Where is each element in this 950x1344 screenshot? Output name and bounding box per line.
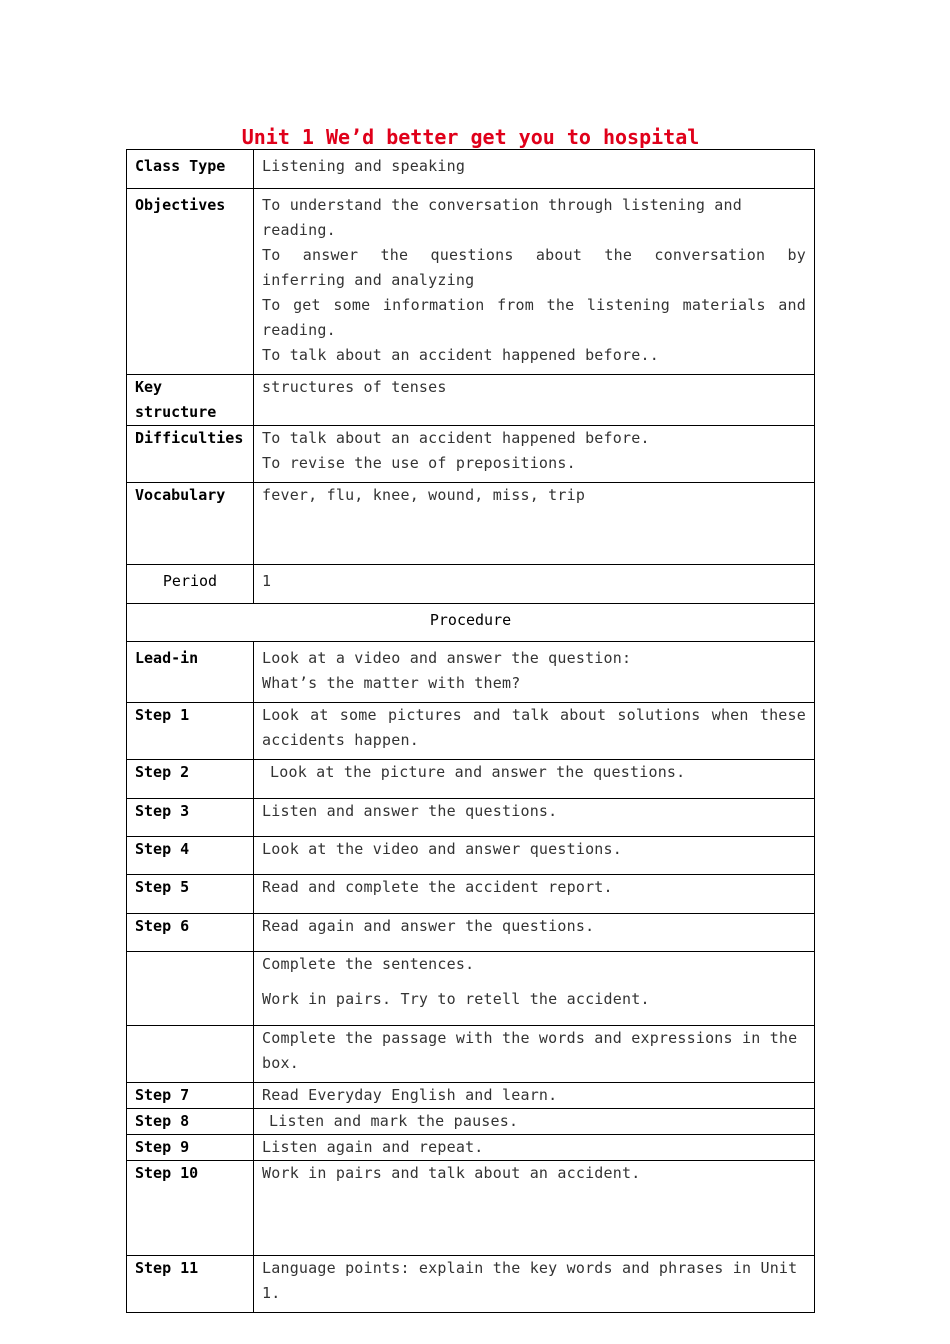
step-label xyxy=(127,952,254,1026)
cell-line: Look at some pictures and talk about solutions when these accidents happen. xyxy=(262,706,806,749)
row-label-objectives: Objectives xyxy=(127,189,254,375)
cell-line: Language points: explain the key words and phrases in Unit 1. xyxy=(262,1259,798,1302)
cell-line: Read again and answer the questions. xyxy=(262,917,595,935)
step-label: Step 6 xyxy=(127,914,254,952)
step-content xyxy=(254,642,815,703)
step-label: Step 9 xyxy=(127,1135,254,1161)
step-label: Step 10 xyxy=(127,1161,254,1256)
step-content xyxy=(254,1256,815,1313)
cell-line: Read Everyday English and learn. xyxy=(262,1086,558,1104)
table-row xyxy=(127,914,815,952)
step-label: Lead-in xyxy=(127,642,254,703)
table-row xyxy=(127,189,815,375)
table-row xyxy=(127,375,815,426)
table-row xyxy=(127,565,815,604)
cell-line: Read and complete the accident report. xyxy=(262,878,613,896)
cell-line: To understand the conversation through listening and reading. xyxy=(262,196,742,239)
row-label-period: Period xyxy=(127,565,254,604)
cell-line: Work in pairs and talk about an accident. xyxy=(262,1164,641,1182)
document-title: Unit 1 We’d better get you to hospital xyxy=(241,125,700,149)
table-row xyxy=(127,483,815,565)
step-content xyxy=(254,1083,815,1109)
row-label-difficulties: Difficulties xyxy=(127,426,254,483)
step-label xyxy=(127,1026,254,1083)
table-row xyxy=(127,1135,815,1161)
row-value-period xyxy=(254,565,815,604)
table-row xyxy=(127,426,815,483)
table-row xyxy=(127,952,815,1026)
cell-line: Listen again and repeat. xyxy=(262,1138,484,1156)
table-row xyxy=(127,1161,815,1256)
table-row xyxy=(127,604,815,642)
cell-line: To talk about an accident happened before.. xyxy=(262,346,659,364)
table-row xyxy=(127,1083,815,1109)
table-row xyxy=(127,150,815,189)
step-label: Step 2 xyxy=(127,760,254,799)
cell-line: Complete the passage with the words and expressions in the box. xyxy=(262,1029,798,1072)
row-value-difficulties xyxy=(254,426,815,483)
cell-line: Listen and mark the pauses. xyxy=(269,1112,519,1130)
cell-line: To talk about an accident happened before. xyxy=(262,429,650,447)
row-value-objectives xyxy=(254,189,815,375)
cell-line: Listening and speaking xyxy=(262,157,466,175)
cell-line: Look at the picture and answer the questions. xyxy=(270,763,686,781)
step-content xyxy=(254,760,815,799)
step-content xyxy=(254,875,815,914)
step-content xyxy=(254,799,815,837)
cell-line: Complete the sentences. xyxy=(262,955,475,973)
row-label-class-type: Class Type xyxy=(127,150,254,189)
row-label-vocabulary: Vocabulary xyxy=(127,483,254,565)
step-content xyxy=(254,703,815,760)
row-label-key-structure: Key structure xyxy=(127,375,254,426)
cell-line: Listen and answer the questions. xyxy=(262,802,558,820)
table-row xyxy=(127,703,815,760)
cell-line: fever, flu, knee, wound, miss, trip xyxy=(262,486,586,504)
step-label: Step 5 xyxy=(127,875,254,914)
step-content xyxy=(254,1109,815,1135)
step-content xyxy=(254,914,815,952)
table-row xyxy=(127,1256,815,1313)
table-row xyxy=(127,1109,815,1135)
procedure-heading: Procedure xyxy=(127,604,815,642)
step-label: Step 7 xyxy=(127,1083,254,1109)
step-content xyxy=(254,952,815,1026)
row-value-class-type xyxy=(254,150,815,189)
step-label: Step 11 xyxy=(127,1256,254,1313)
step-label: Step 1 xyxy=(127,703,254,760)
cell-line: 1 xyxy=(262,572,272,590)
step-content xyxy=(254,837,815,875)
table-row xyxy=(127,1026,815,1083)
row-value-key-structure xyxy=(254,375,815,426)
step-content xyxy=(254,1161,815,1256)
step-label: Step 4 xyxy=(127,837,254,875)
cell-line: Look at a video and answer the question: xyxy=(262,649,632,667)
table-row xyxy=(127,837,815,875)
row-value-vocabulary xyxy=(254,483,815,565)
cell-line: structures of tenses xyxy=(262,378,447,396)
step-label: Step 3 xyxy=(127,799,254,837)
cell-line: To answer the questions about the conversation by inferring and analyzing xyxy=(262,246,806,289)
cell-line: Look at the video and answer questions. xyxy=(262,840,622,858)
step-label: Step 8 xyxy=(127,1109,254,1135)
step-content xyxy=(254,1026,815,1083)
lesson-plan-table xyxy=(126,149,815,1313)
table-row xyxy=(127,799,815,837)
table-row xyxy=(127,760,815,799)
table-row xyxy=(127,875,815,914)
step-content xyxy=(254,1135,815,1161)
cell-line: To get some information from the listening materials and reading. xyxy=(262,296,806,339)
cell-line: What’s the matter with them? xyxy=(262,674,521,692)
cell-line: To revise the use of prepositions. xyxy=(262,454,576,472)
cell-line: Work in pairs. Try to retell the accident. xyxy=(262,990,650,1008)
table-row xyxy=(127,642,815,703)
